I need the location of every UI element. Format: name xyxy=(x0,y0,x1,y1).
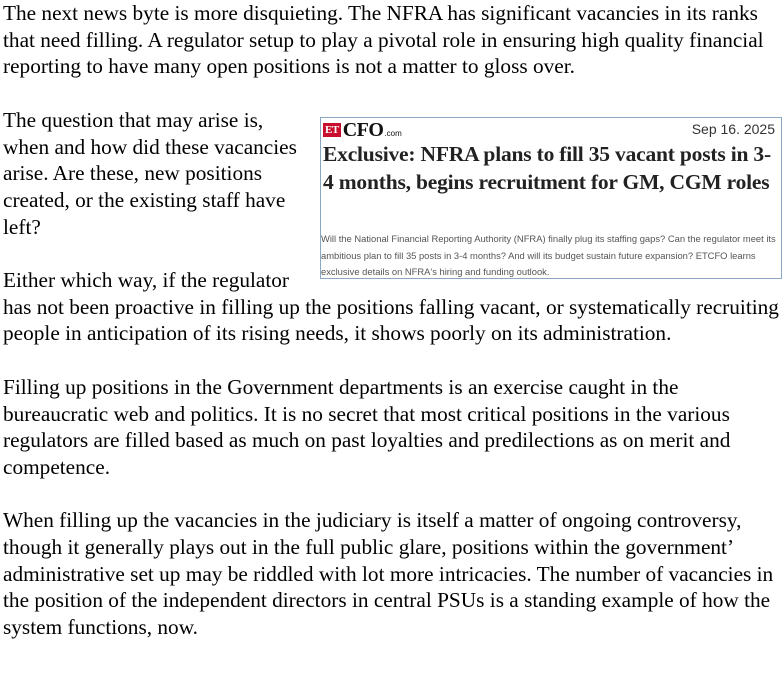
article-paragraph-4: Filling up positions in the Government departments is an exercise caught in the bureaucratic web and politics. It is no secret that most critical positions in the various regulators are filled based as much on past loyalties and predilections as on merit and competence. xyxy=(3,374,731,479)
article-paragraph-3: Either which way, if the regulator has not been proactive in filling up the positions falling vacant, or systematically recruiting people in anticipation of its rising needs, it shows poorly on its administration. xyxy=(3,268,779,346)
cfo-logo-text: CFO xyxy=(342,118,384,141)
et-logo-badge: ET xyxy=(325,123,339,136)
news-card-summary: Will the National Financial Reporting Authority (NFRA) finally plug its staffing gaps? Can the regulator meet its ambitious plan to fill 35 posts in 3-4 months? And will its budget sustain future expansion? ETCFO learns exclusive details on NFRA's hiring and funding outlook. xyxy=(321,232,776,278)
article-paragraph-1: The next news byte is more disquieting. The NFRA has significant vacancies in its ranks that need filling. A regulator setup to play a pivotal role in ensuring high quality financial reporting to have many open positions is not a matter to gloss over. xyxy=(3,1,764,79)
article-paragraph-5: When filling up the vacancies in the judiciary is itself a matter of ongoing controversy, though it generally plays out in the full public glare, positions within the government’ administrative set up may be riddled with lot more intricacies. The number of vacancies in the position of the independent directors in central PSUs is a standing example of how the system functions, now. xyxy=(3,508,774,640)
news-card-date: Sep 16. 2025 xyxy=(691,120,775,137)
logo-domain-suffix: .com xyxy=(384,128,402,138)
news-card-header xyxy=(323,120,775,140)
article-paragraph-2: The question that may arise is, when and how did these vacancies arise. Are these, new positions created, or the existing staff have left? xyxy=(3,107,297,239)
paragraph-with-news-card xyxy=(3,107,782,278)
news-card-headline[interactable]: Exclusive: NFRA plans to fill 35 vacant posts in 3-4 months, begins recruitment for GM, CGM roles xyxy=(323,141,771,195)
etcfo-logo xyxy=(323,120,402,140)
article-body xyxy=(3,0,782,641)
news-card[interactable] xyxy=(320,117,782,279)
